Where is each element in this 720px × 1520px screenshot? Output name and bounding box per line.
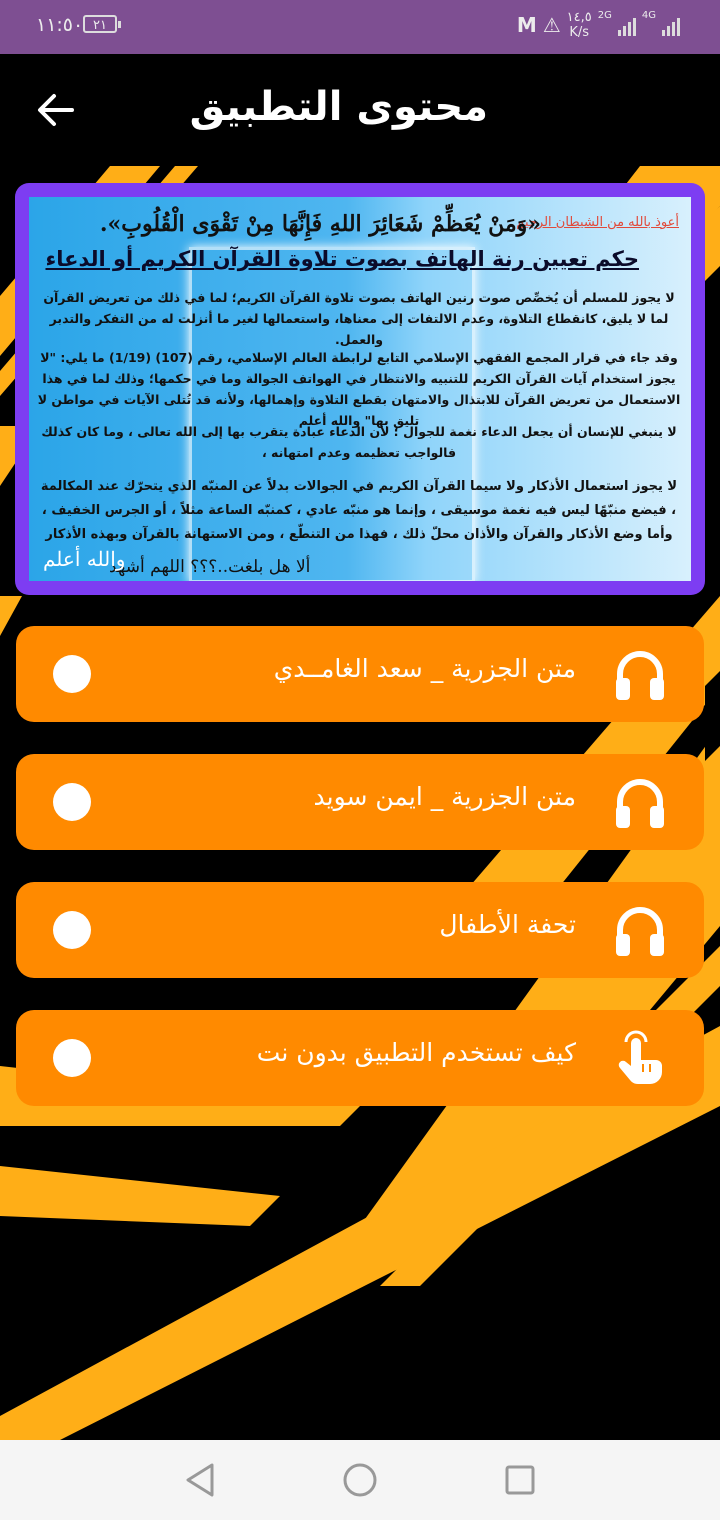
ruling-banner — [15, 183, 705, 595]
list-item-audio-1[interactable] — [16, 626, 704, 722]
gmail-icon: M — [516, 13, 537, 37]
banner-istiadha: أعوذ بالله من الشيطان الرجيم — [516, 215, 679, 230]
banner-verse: «وَمَنْ يُعَظِّمْ شَعَائِرَ اللهِ فَإِنَّهَا مِنْ تَقْوَى الْقُلُوبِ». — [99, 211, 541, 237]
banner-paragraph-2: وقد جاء في قرار المجمع الفقهي الإسلامي التابع لرابطة العالم الإسلامي، رقم (107) (1/19) ما يلي: "لا يجوز استخدام آيات القرآن الكريم للتنبيه والانتظار في الهواتف الجوالة وما في حكمها؛ وذلك لما في هذا الاستعمال من تعريض القرآن للابتذال والامتهان بقطع التلاوة وإهمالها، ولأنه قد تُتلى الآيات في مواطن لا تليق بها" والله أعلم — [37, 350, 681, 428]
banner-paragraph-3: لا ينبغي للإنسان أن يجعل الدعاء نغمة للجوال ؛ لأن الدعاء عبادة يتقرب بها إلى الله تعالى ، وما كان كذلك فالواجب تعظيمه وعدم امتهانه ، — [41, 424, 677, 460]
status-time: ١١:٥٠ — [36, 14, 84, 36]
banner-image — [29, 197, 691, 581]
warning-icon: ⚠ — [542, 13, 561, 37]
banner-paragraph-1: لا يجوز للمسلم أن يُخصِّص صوت رنين الهاتف بصوت تلاوة القرآن الكريم؛ لما في ذلك من تعريض القرآن لما لا يليق، كانقطاع التلاوة، وعدم الالتفات إلى معناها، واستعمالها لغير ما أنزلت له من التفكر والتدبر والعمل. — [43, 290, 675, 347]
app-bar — [0, 54, 720, 166]
tap-hand-icon — [612, 1030, 668, 1086]
status-icons — [517, 10, 680, 40]
system-nav-bar — [0, 1440, 720, 1520]
sim1-type: 2G — [597, 10, 612, 21]
banner-signoff: والله أعلم — [43, 547, 126, 571]
signal-2-icon — [662, 14, 680, 36]
radio-dot[interactable] — [53, 783, 91, 821]
radio-dot[interactable] — [53, 1039, 91, 1077]
list-item-audio-3[interactable] — [16, 882, 704, 978]
radio-dot[interactable] — [53, 911, 91, 949]
recents-square-icon[interactable] — [504, 1462, 536, 1498]
signal-1-icon — [618, 14, 636, 36]
battery-icon: ٢١ — [83, 15, 117, 33]
banner-heading: حكم تعيين رنة الهاتف بصوت تلاوة القرآن الكريم أو الدعاء — [45, 247, 639, 271]
net-speed-value: ١٤,٥ — [566, 10, 592, 25]
net-speed — [567, 10, 592, 40]
list-item-label: تحفة الأطفال — [439, 910, 576, 939]
page-title: محتوى التطبيق — [189, 84, 488, 130]
banner-closing: ألا هل بلغت..؟؟؟ اللهم أشهد — [109, 557, 311, 577]
banner-paragraph-4: لا يجوز استعمال الأذكار ولا سيما القرآن الكريم في الجوالات بدلاً عن المنبّه الذي يتحرّك عند المكالمة ، فيضع منبّهًا ليس فيه نغمة موسيقى ، وإنما هو منبّه عادي ، كمنبّه الساعة مثلاً ، أو الجرس الخفيف ، وأما وضع الأذكار والقرآن والأذان محلّ ذلك ، فهذا من التنطّع ، ومن الاستهانة بالقرآن وبهذه الأذكار — [40, 479, 678, 542]
sim2-type: 4G — [641, 10, 656, 21]
list-item-audio-2[interactable] — [16, 754, 704, 850]
headphones-icon — [612, 902, 668, 958]
net-speed-unit: K/s — [569, 25, 590, 40]
list-item-label: كيف تستخدم التطبيق بدون نت — [256, 1038, 576, 1067]
radio-dot[interactable] — [53, 655, 91, 693]
headphones-icon — [612, 646, 668, 702]
home-circle-icon[interactable] — [342, 1462, 378, 1498]
back-triangle-icon[interactable] — [184, 1462, 216, 1498]
back-arrow-icon[interactable] — [36, 90, 76, 130]
headphones-icon — [612, 774, 668, 830]
status-bar — [0, 0, 720, 54]
list-item-offline-help[interactable] — [16, 1010, 704, 1106]
list-item-label: متن الجزرية _ ايمن سويد — [313, 782, 576, 811]
list-item-label: متن الجزرية _ سعد الغامــدي — [273, 654, 576, 683]
